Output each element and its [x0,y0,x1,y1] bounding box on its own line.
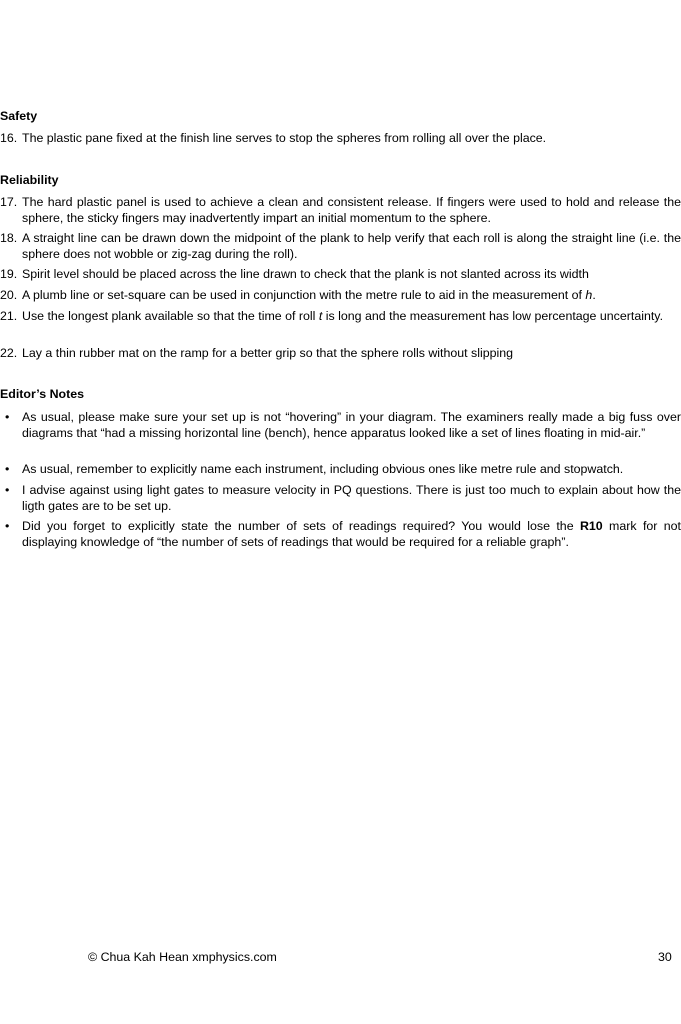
text-part: A plumb line or set-square can be used in conjunction with the metre rule to aid in the measurement of [22,288,586,302]
item-text: I advise against using light gates to measure velocity in PQ questions. There is just too much to explain about how the ligth gates are to be set up. [22,483,681,513]
list-item [0,309,681,325]
item-text: Spirit level should be placed across the line drawn to check that the plank is not slanted across its width [22,267,589,281]
reliability-heading: Reliability [0,173,59,187]
editors-notes-heading: Editor’s Notes [0,387,84,401]
text-part: mark for not displaying knowledge of “the number of sets of readings that would be required for a reliable graph”. [22,519,681,549]
bullet-item [0,519,681,550]
bullet-item [0,462,681,478]
item-text: Lay a thin rubber mat on the ramp for a better grip so that the sphere rolls without slipping [22,346,514,360]
list-item [0,195,681,226]
text-part: . [592,288,596,302]
item-number: 17. [0,195,18,209]
bullet-icon: • [5,483,10,497]
footer-copyright: © Chua Kah Hean xmphysics.com [88,950,277,964]
text-part: Did you forget to explicitly state the number of sets of readings required? You would lose the [22,519,580,533]
bullet-icon: • [5,410,10,424]
bullet-item [0,483,681,514]
item-text [22,519,681,550]
item-number: 16. [0,131,18,145]
item-text: The hard plastic panel is used to achieve a clean and consistent release. If fingers were used to hold and release the sphere, the sticky fingers may inadvertently impart an initial momentum to the sphere. [22,195,681,225]
list-item [0,288,681,304]
item-text [22,288,681,304]
list-item [0,346,681,362]
bullet-icon: • [5,519,10,533]
item-text: The plastic pane fixed at the finish line serves to stop the spheres from rolling all over the place. [22,131,547,145]
list-item [0,131,681,147]
item-number: 19. [0,267,18,281]
item-number: 20. [0,288,18,302]
mark-code: R10 [579,519,603,533]
safety-heading: Safety [0,109,38,123]
item-number: 21. [0,309,18,323]
bullet-icon: • [5,462,10,476]
list-item [0,231,681,262]
list-item [0,267,681,283]
text-part: is long and the measurement has low percentage uncertainty. [322,309,664,323]
page-number: 30 [658,950,672,964]
bullet-item [0,410,681,441]
item-number: 22. [0,346,18,360]
item-number: 18. [0,231,18,245]
variable-t: t [318,309,323,323]
item-text: A straight line can be drawn down the midpoint of the plank to help verify that each roll is along the straight line (i.e. the sphere does not wobble or zig-zag during the roll). [22,231,681,261]
item-text: As usual, please make sure your set up is not “hovering” in your diagram. The examiners really made a big fuss over diagrams that “had a missing horizontal line (bench), hence apparatus looked like a set of lines floating in mid-air.” [22,410,681,440]
item-text: As usual, remember to explicitly name each instrument, including obvious ones like metre rule and stopwatch. [22,462,624,476]
text-part: Use the longest plank available so that the time of roll [22,309,319,323]
variable-h: h [585,288,593,302]
item-text [22,309,681,325]
